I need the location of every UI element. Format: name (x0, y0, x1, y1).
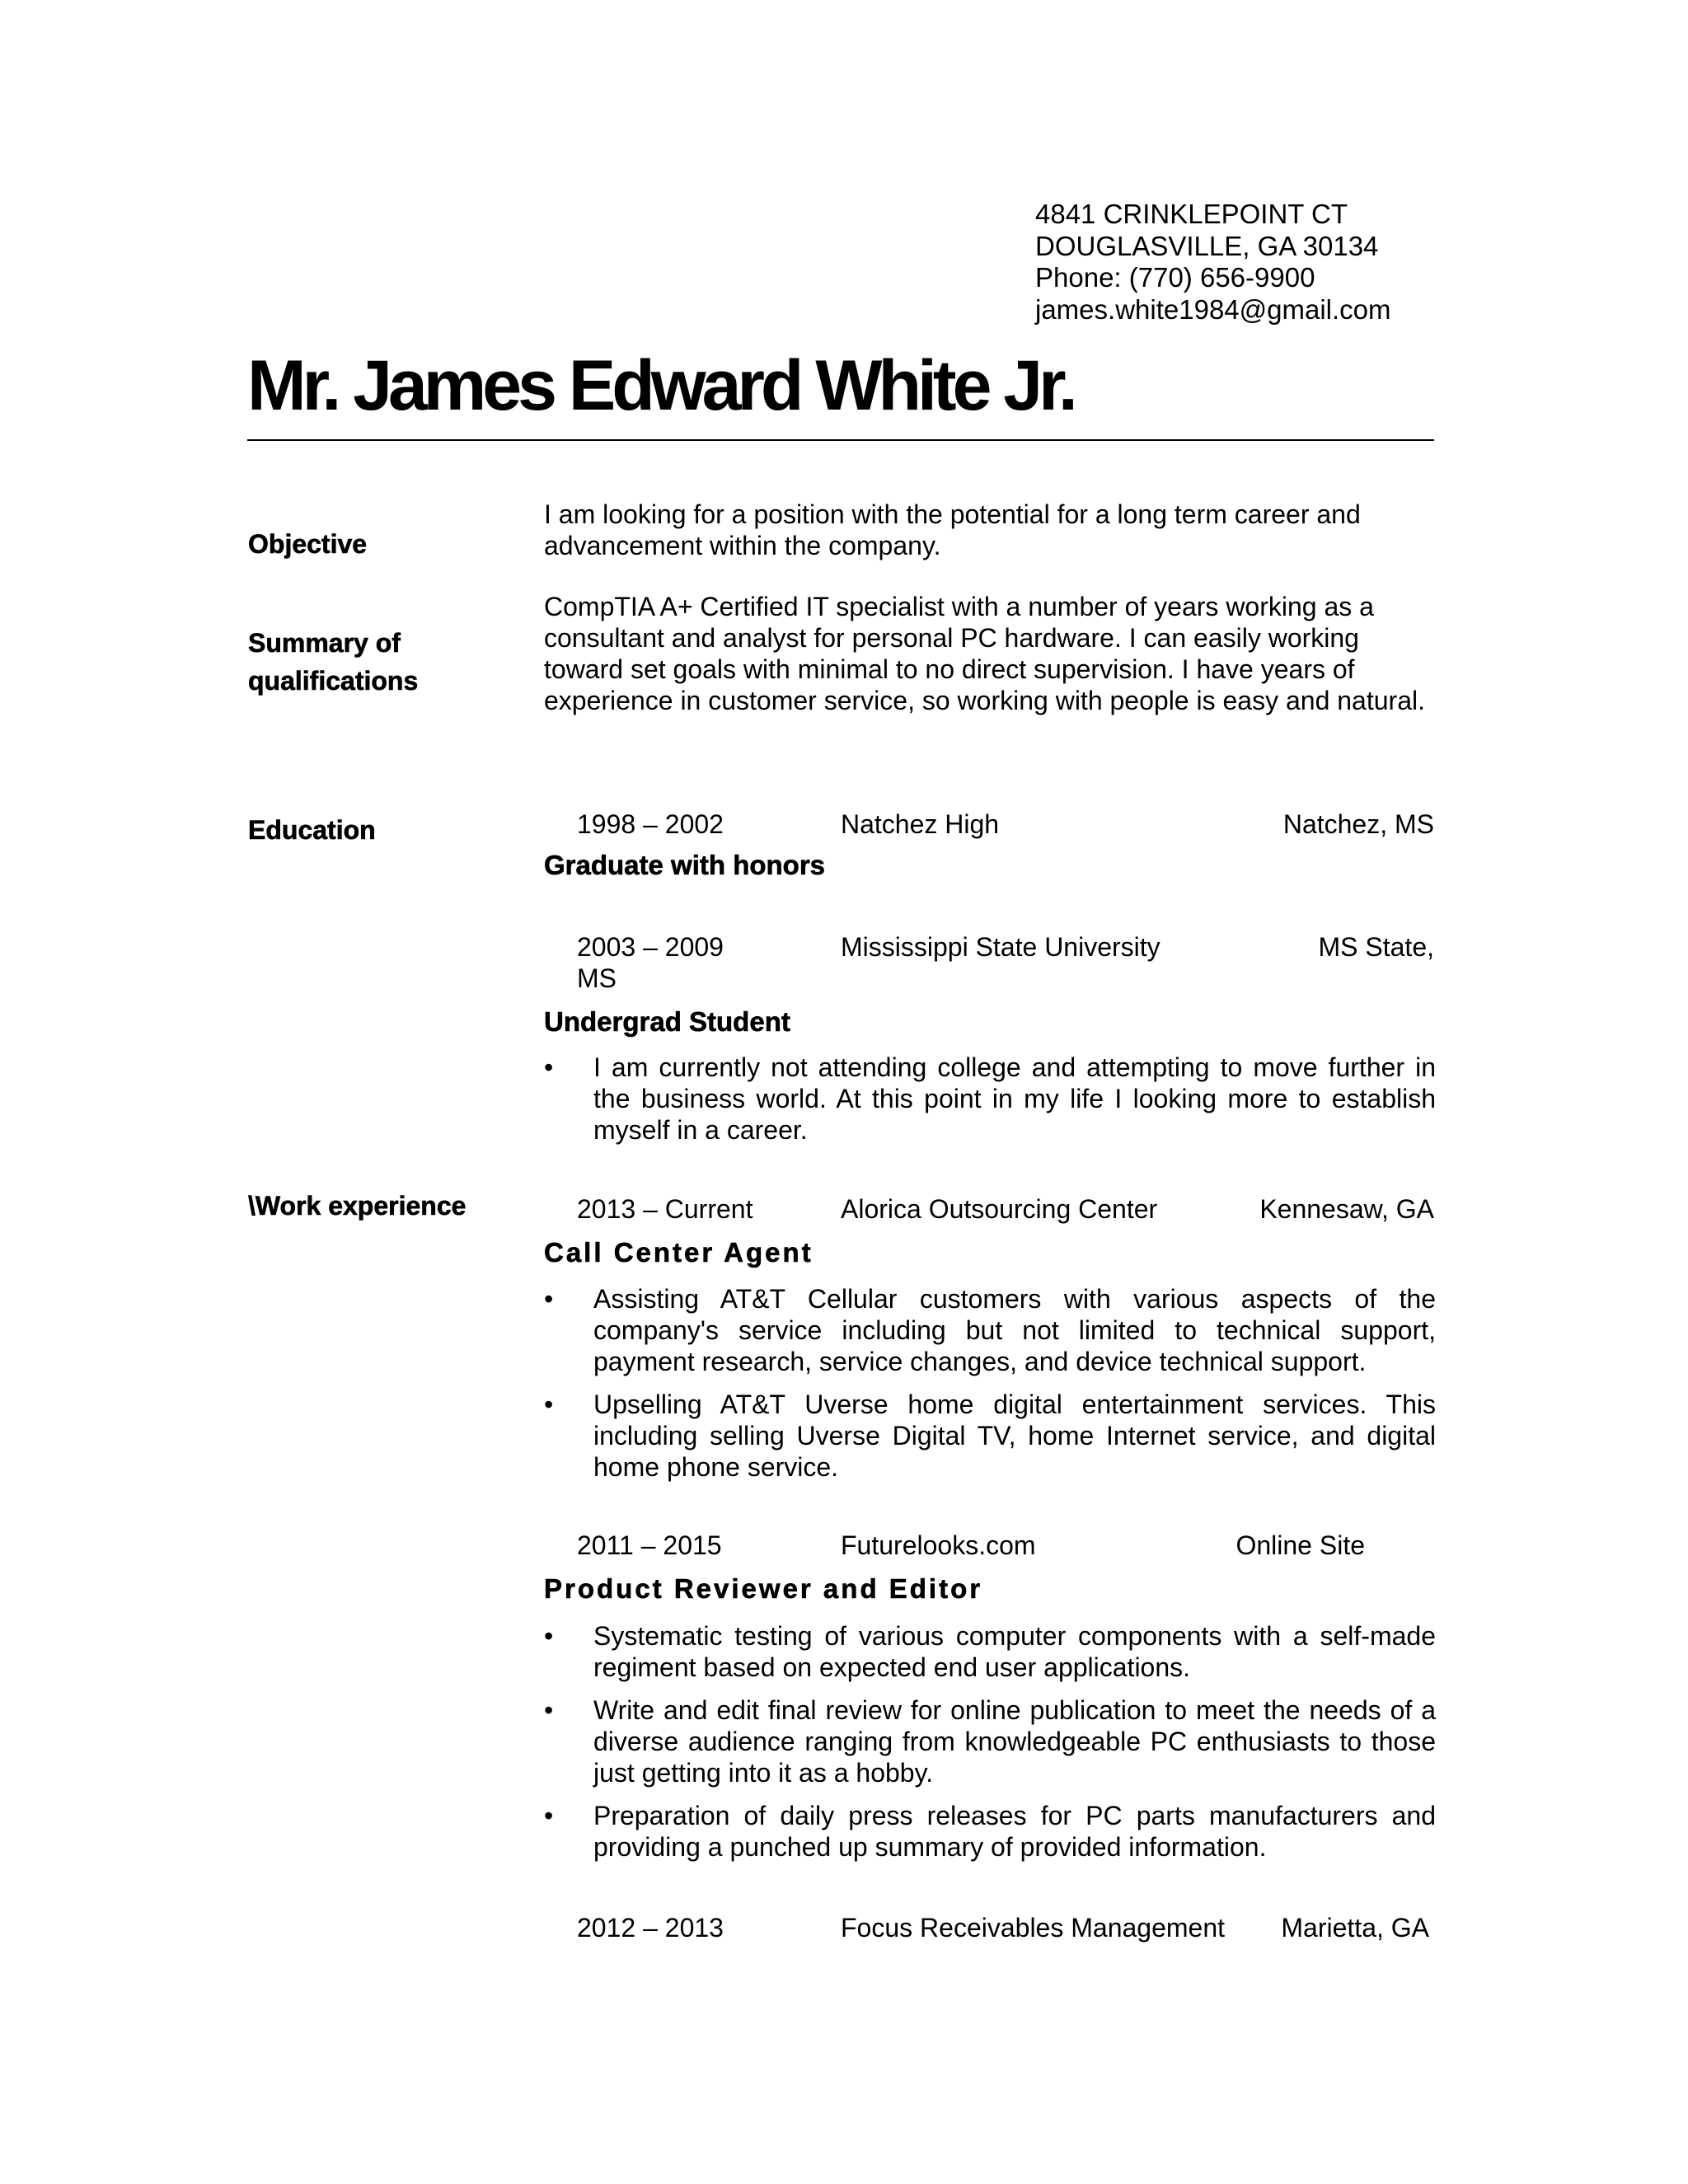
bullet-icon: • (544, 1801, 554, 1830)
email: james.white1984@gmail.com (1035, 293, 1391, 325)
address-line-1: 4841 CRINKLEPOINT CT (1035, 199, 1348, 229)
bullet-icon: • (544, 1052, 554, 1082)
list-item (544, 1620, 1436, 1683)
entry-dates: 2003 – 2009 (577, 932, 724, 962)
entry-role: Call Center Agent (544, 1237, 814, 1268)
bullet-icon: • (544, 1284, 554, 1314)
summary-label (248, 624, 418, 700)
bullet-text: Write and edit final review for online publication to meet the needs of a diverse audience ranging from knowledgeable PC enthusiasts to those just getting into it as a hobby. (593, 1695, 1436, 1788)
entry-location-continued: MS (577, 963, 617, 993)
list-item (544, 1800, 1436, 1863)
entry-organization: Mississippi State University (841, 932, 1160, 962)
summary-label-line-1: Summary of (248, 628, 401, 658)
work-entry-header (577, 1530, 1434, 1561)
entry-role: Graduate with honors (544, 850, 826, 880)
entry-dates: 2013 – Current (577, 1194, 753, 1224)
list-item (544, 1389, 1436, 1483)
work-experience-label: \Work experience (248, 1191, 467, 1221)
bullet-icon: • (544, 1695, 554, 1725)
entry-dates: 1998 – 2002 (577, 809, 724, 839)
bullet-icon: • (544, 1621, 554, 1651)
summary-label-line-2: qualifications (248, 666, 419, 696)
work-entry-header (577, 1912, 1434, 1943)
candidate-name: Mr. James Edward White Jr. (247, 346, 1074, 425)
entry-role: Product Reviewer and Editor (544, 1573, 983, 1604)
list-item (544, 1052, 1436, 1146)
bullet-icon: • (544, 1390, 554, 1419)
bullet-text: I am currently not attending college and attempting to move further in the business world. At this point in my life I looking more to establish myself in a career. (593, 1052, 1436, 1145)
objective-text: I am looking for a position with the potential for a long term career and advancement within the company. (544, 499, 1361, 560)
entry-dates: 2012 – 2013 (577, 1913, 724, 1943)
entry-location: MS State, (1318, 932, 1434, 962)
entry-dates: 2011 – 2015 (577, 1530, 722, 1560)
entry-location: Natchez, MS (1282, 809, 1434, 839)
education-entry-header (577, 931, 1434, 963)
entry-organization: Focus Receivables Management (841, 1913, 1226, 1943)
phone: Phone: (770) 656-9900 (1035, 262, 1315, 293)
bullet-text: Assisting AT&T Cellular customers with various aspects of the company's service including but not limited to technical support, payment research, service changes, and device technical support. (593, 1284, 1436, 1376)
address-line-2: DOUGLASVILLE, GA 30134 (1035, 230, 1379, 261)
objective-label: Objective (248, 529, 368, 559)
entry-organization: Natchez High (841, 809, 1000, 839)
header-divider (247, 439, 1434, 441)
entry-organization: Futurelooks.com (841, 1530, 1036, 1560)
entry-location: Online Site (1236, 1530, 1365, 1560)
entry-location: Kennesaw, GA (1259, 1194, 1434, 1224)
list-item (544, 1283, 1436, 1377)
bullet-text: Systematic testing of various computer components with a self-made regiment based on expected end user applications. (593, 1621, 1436, 1682)
education-label: Education (248, 815, 376, 845)
bullet-text: Upselling AT&T Uverse home digital entertainment services. This including selling Uverse Digital TV, home Internet service, and digital home phone service. (593, 1390, 1436, 1482)
contact-block (1035, 199, 1391, 326)
list-item (544, 1694, 1436, 1788)
work-entry-header (577, 1193, 1434, 1225)
entry-organization: Alorica Outsourcing Center (841, 1194, 1158, 1224)
bullet-text: Preparation of daily press releases for PC parts manufacturers and providing a punched up summary of provided information. (593, 1801, 1436, 1862)
summary-text: CompTIA A+ Certified IT specialist with a number of years working as a consultant and analyst for personal PC hardware. I can easily working toward set goals with minimal to no direct supervision. I have years of experience in customer service, so working with people is easy and natural. (544, 592, 1425, 715)
entry-location: Marietta, GA (1281, 1913, 1429, 1943)
entry-role: Undergrad Student (544, 1006, 790, 1037)
education-entry-location-wrap (577, 963, 1434, 994)
education-entry-header (577, 808, 1434, 840)
